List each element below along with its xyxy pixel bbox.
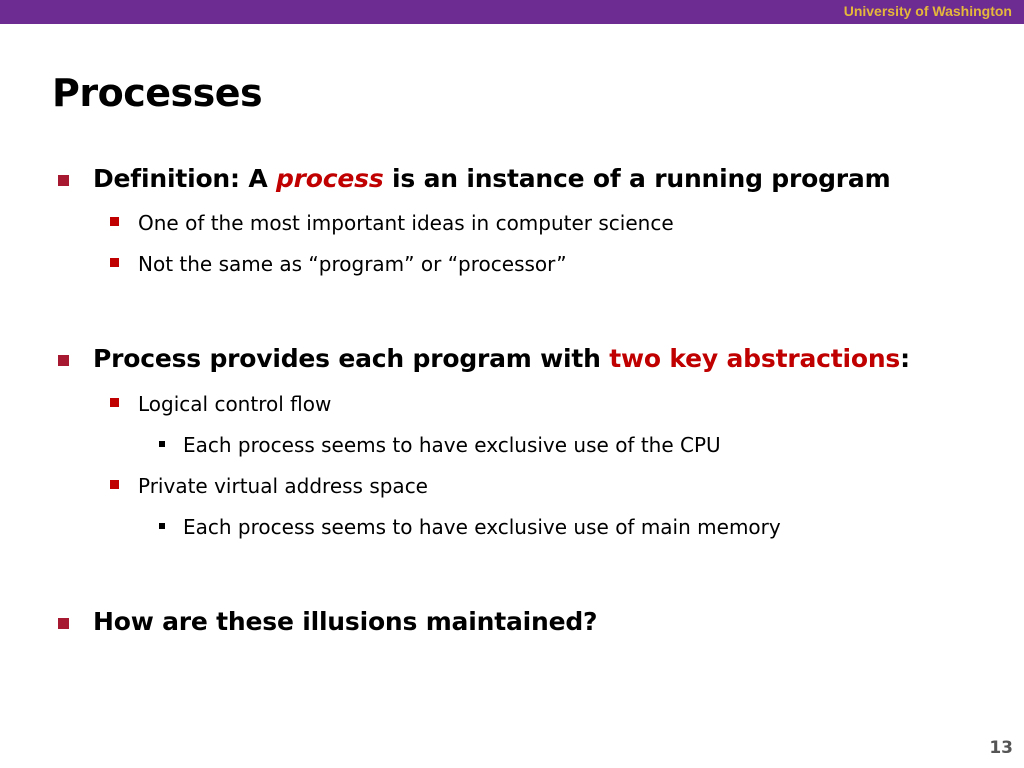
level1-bullet-icon [58, 618, 69, 629]
highlight-term: two key abstractions [609, 344, 901, 373]
level1-bullet-icon [58, 175, 69, 186]
bullet-abstractions [93, 342, 910, 376]
sub-bullet: Not the same as “program” or “processor” [138, 252, 567, 276]
page-number: 13 [989, 738, 1013, 758]
slide-title: Processes [52, 71, 263, 115]
sub-sub-bullet: Each process seems to have exclusive use of the CPU [183, 433, 721, 457]
sub-bullet: Logical control flow [138, 392, 332, 416]
level2-bullet-icon [110, 217, 119, 226]
bullet-text: : [900, 344, 910, 373]
level3-bullet-icon [159, 523, 165, 529]
level2-bullet-icon [110, 480, 119, 489]
level2-bullet-icon [110, 398, 119, 407]
bullet-text: Process provides each program with [93, 344, 610, 373]
header-bar [0, 0, 1024, 24]
level1-bullet-icon [58, 355, 69, 366]
level2-bullet-icon [110, 258, 119, 267]
sub-bullet: Private virtual address space [138, 474, 428, 498]
level3-bullet-icon [159, 441, 165, 447]
sub-bullet: One of the most important ideas in computer science [138, 211, 674, 235]
bullet-definition [93, 162, 890, 196]
sub-sub-bullet: Each process seems to have exclusive use of main memory [183, 515, 781, 539]
highlight-term: process [275, 164, 384, 193]
bullet-text: Definition: A [93, 164, 276, 193]
bullet-text: is an instance of a running program [383, 164, 891, 193]
institution-name: University of Washington [843, 3, 1012, 19]
bullet-question: How are these illusions maintained? [93, 607, 598, 636]
